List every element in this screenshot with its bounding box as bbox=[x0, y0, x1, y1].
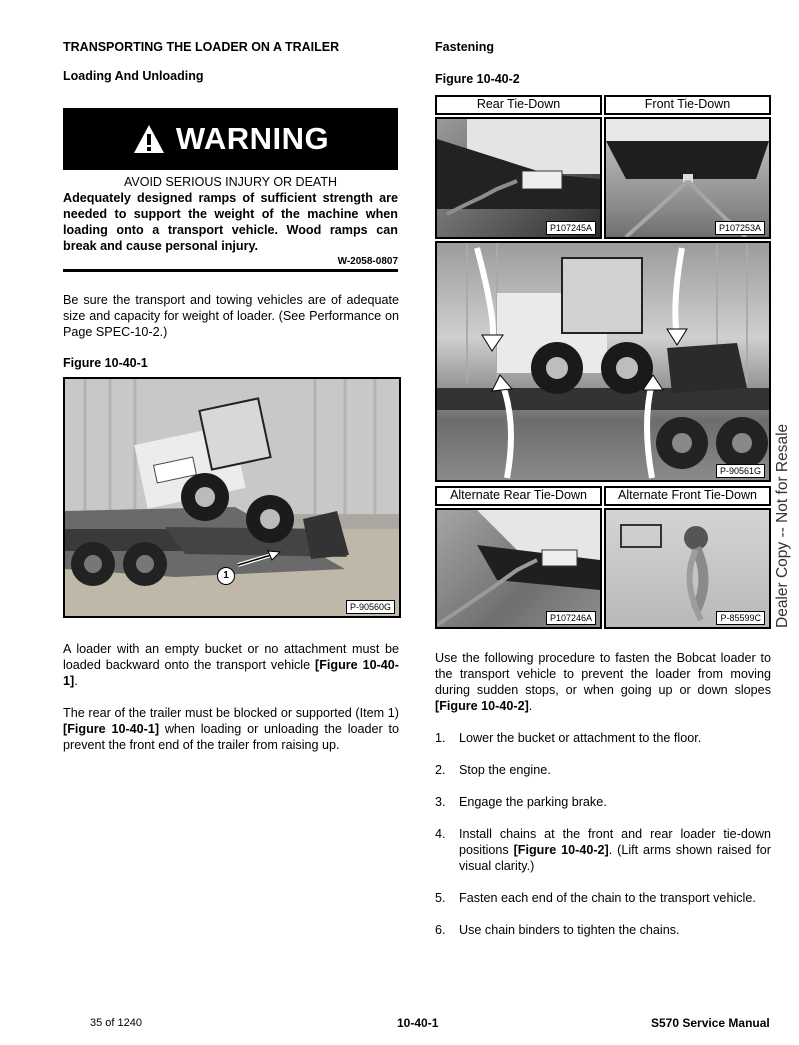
step-text bbox=[459, 826, 771, 874]
alternate-front-tie-down-illustration bbox=[606, 510, 769, 627]
photo-alternate-front-tie-down bbox=[604, 508, 771, 629]
callout-item-1: 1 bbox=[217, 567, 235, 585]
step-4 bbox=[435, 826, 771, 874]
step-1 bbox=[435, 730, 771, 746]
footer-manual-title: S570 Service Manual bbox=[651, 1016, 770, 1030]
photo-id-rear: P107245A bbox=[546, 221, 596, 235]
photo-front-tie-down bbox=[604, 117, 771, 239]
figure-reference: [Figure 10-40-1] bbox=[63, 658, 399, 688]
step-5 bbox=[435, 890, 771, 906]
front-tie-down-illustration bbox=[606, 119, 769, 237]
warning-divider bbox=[63, 269, 398, 272]
step-text: Lower the bucket or attachment to the floor. bbox=[459, 731, 702, 745]
rear-tie-down-illustration bbox=[437, 119, 600, 237]
step-text: Fasten each end of the chain to the transport vehicle. bbox=[459, 891, 756, 905]
step-3 bbox=[435, 794, 771, 810]
step-text: Engage the parking brake. bbox=[459, 795, 607, 809]
fastening-intro bbox=[435, 650, 771, 714]
figure-reference: [Figure 10-40-2] bbox=[513, 843, 609, 857]
photo-id-main: P-90561G bbox=[716, 464, 765, 478]
footer-page-count: 35 of 1240 bbox=[90, 1017, 142, 1029]
warning-banner bbox=[63, 108, 398, 170]
warning-heading: AVOID SERIOUS INJURY OR DEATH bbox=[123, 175, 337, 189]
paragraph-end: . bbox=[74, 674, 78, 688]
caption-alternate-rear-tie-down: Alternate Rear Tie-Down bbox=[435, 486, 602, 506]
step-number: 4. bbox=[435, 827, 446, 841]
step-number: 5. bbox=[435, 891, 446, 905]
paragraph-block-trailer-text-b: when loading or unloading the loader to prevent the front end of the trailer from raising up. bbox=[63, 722, 399, 752]
paragraph-vehicle-capacity: Be sure the transport and towing vehicles are of adequate size and capacity for weight of loader. (See Performance on Page SPEC-10-2.) bbox=[63, 293, 399, 339]
section-title: TRANSPORTING THE LOADER ON A TRAILER bbox=[63, 40, 340, 54]
warning-body: Adequately designed ramps of sufficient strength are needed to support the weight of the machine when loading onto a transport vehicle. Wood ramps can break and cause personal injury. bbox=[63, 191, 398, 253]
fastening-intro-text: Use the following procedure to fasten the Bobcat loader to the transport vehicle to prevent the loader from moving during sudden stops, or when going up or down slopes bbox=[435, 651, 771, 697]
step-2 bbox=[435, 762, 771, 778]
step-text-b: . (Lift arms shown raised for visual clarity.) bbox=[459, 843, 771, 873]
figure-10-40-1-photo-id: P-90560G bbox=[346, 600, 395, 614]
warning-triangle-icon bbox=[132, 123, 166, 155]
photo-rear-tie-down bbox=[435, 117, 602, 239]
step-number: 2. bbox=[435, 763, 446, 777]
paragraph-load-backward-text: A loader with an empty bucket or no attachment must be loaded backward onto the transport vehicle bbox=[63, 642, 399, 672]
warning-code: W-2058-0807 bbox=[337, 256, 398, 267]
photo-loader-chained-on-trailer bbox=[435, 241, 771, 482]
photo-id-alternate-front: P-85599C bbox=[716, 611, 765, 625]
step-number: 3. bbox=[435, 795, 446, 809]
step-number: 6. bbox=[435, 923, 446, 937]
footer-page-number: 10-40-1 bbox=[397, 1016, 439, 1030]
paragraph-load-backward bbox=[63, 641, 399, 689]
paragraph-block-trailer-text-a: The rear of the trailer must be blocked or supported (Item 1) bbox=[63, 706, 399, 720]
watermark: Dealer Copy -- Not for Resale bbox=[774, 423, 791, 628]
step-6 bbox=[435, 922, 771, 938]
figure-10-40-2-label: Figure 10-40-2 bbox=[435, 72, 520, 86]
caption-alternate-front-tie-down: Alternate Front Tie-Down bbox=[604, 486, 771, 506]
paragraph-end: . bbox=[528, 699, 533, 713]
fastening-title: Fastening bbox=[435, 40, 495, 54]
figure-reference: [Figure 10-40-2] bbox=[435, 699, 529, 713]
subsection-title: Loading And Unloading bbox=[63, 69, 204, 83]
alternate-rear-tie-down-illustration bbox=[437, 510, 600, 627]
step-number: 1. bbox=[435, 731, 446, 745]
step-text: Stop the engine. bbox=[459, 763, 551, 777]
step-text: Use chain binders to tighten the chains. bbox=[459, 923, 680, 937]
warning-banner-text: WARNING bbox=[175, 121, 330, 156]
caption-rear-tie-down: Rear Tie-Down bbox=[435, 95, 602, 115]
caption-front-tie-down: Front Tie-Down bbox=[604, 95, 771, 115]
photo-id-front: P107253A bbox=[715, 221, 765, 235]
figure-10-40-1-photo bbox=[63, 377, 401, 618]
figure-reference: [Figure 10-40-1] bbox=[63, 722, 160, 736]
loader-chained-illustration bbox=[437, 243, 769, 480]
photo-id-alternate-rear: P107246A bbox=[546, 611, 596, 625]
photo-alternate-rear-tie-down bbox=[435, 508, 602, 629]
paragraph-block-trailer bbox=[63, 705, 399, 753]
figure-10-40-1-label: Figure 10-40-1 bbox=[63, 356, 148, 370]
step-text-a: Install chains at the front and rear loader tie-down positions bbox=[459, 827, 771, 857]
